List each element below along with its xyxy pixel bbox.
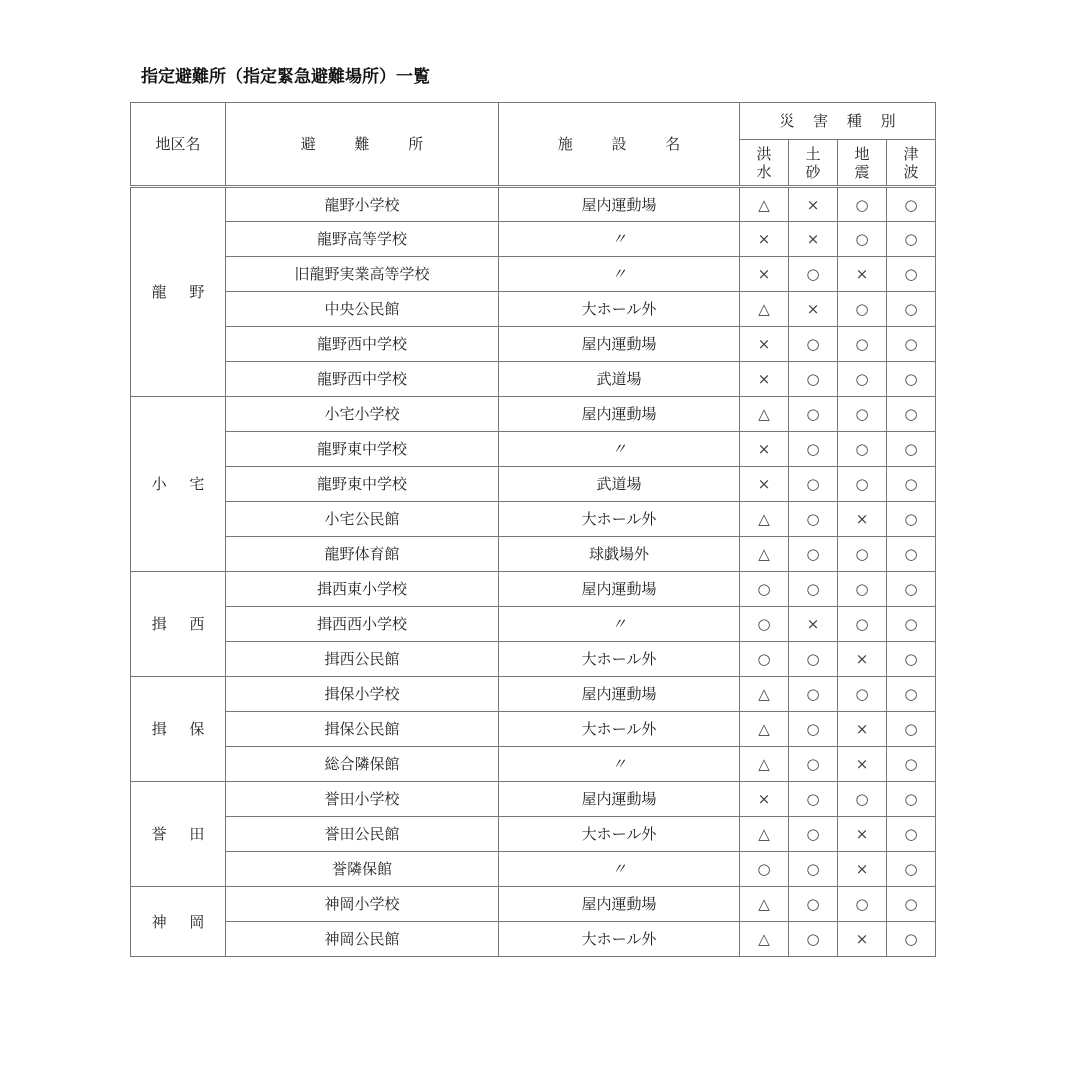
mark-cell-earthquake: ○ bbox=[838, 572, 887, 607]
shelter-name-cell: 龍野東中学校 bbox=[226, 467, 499, 502]
mark-cell-landslide: ○ bbox=[789, 327, 838, 362]
mark-cell-earthquake: ○ bbox=[838, 292, 887, 327]
district-cell: 揖 保 bbox=[131, 677, 226, 782]
mark-cell-earthquake: ○ bbox=[838, 432, 887, 467]
shelter-name-cell: 龍野西中学校 bbox=[226, 327, 499, 362]
table-row bbox=[131, 712, 936, 747]
mark-cell-flood: ○ bbox=[740, 607, 789, 642]
mark-cell-tsunami: ○ bbox=[887, 572, 936, 607]
mark-cell-landslide: ○ bbox=[789, 257, 838, 292]
mark-cell-landslide: × bbox=[789, 292, 838, 327]
district-cell: 神 岡 bbox=[131, 887, 226, 957]
mark-cell-earthquake: × bbox=[838, 712, 887, 747]
table-body bbox=[131, 187, 936, 957]
district-cell: 小 宅 bbox=[131, 397, 226, 572]
mark-cell-flood: × bbox=[740, 222, 789, 257]
mark-cell-flood: △ bbox=[740, 397, 789, 432]
table-row bbox=[131, 292, 936, 327]
district-cell: 誉 田 bbox=[131, 782, 226, 887]
shelter-name-cell: 中央公民館 bbox=[226, 292, 499, 327]
mark-cell-landslide: ○ bbox=[789, 432, 838, 467]
facility-name-cell: 大ホール外 bbox=[499, 922, 740, 957]
mark-cell-earthquake: ○ bbox=[838, 397, 887, 432]
shelter-table bbox=[130, 102, 936, 957]
mark-cell-tsunami: ○ bbox=[887, 607, 936, 642]
header-district: 地区名 bbox=[131, 103, 226, 187]
shelter-name-cell: 揖西公民館 bbox=[226, 642, 499, 677]
shelter-name-cell: 龍野高等学校 bbox=[226, 222, 499, 257]
table-row bbox=[131, 677, 936, 712]
page-title: 指定避難所（指定緊急避難場所）一覧 bbox=[141, 67, 430, 87]
facility-name-cell: 大ホール外 bbox=[499, 712, 740, 747]
mark-cell-landslide: ○ bbox=[789, 747, 838, 782]
mark-cell-tsunami: ○ bbox=[887, 362, 936, 397]
mark-cell-tsunami: ○ bbox=[887, 712, 936, 747]
facility-name-cell: 屋内運動場 bbox=[499, 327, 740, 362]
mark-cell-flood: × bbox=[740, 467, 789, 502]
mark-cell-landslide: ○ bbox=[789, 502, 838, 537]
mark-cell-earthquake: ○ bbox=[838, 607, 887, 642]
mark-cell-landslide: ○ bbox=[789, 572, 838, 607]
mark-cell-landslide: ○ bbox=[789, 642, 838, 677]
facility-name-cell: 〃 bbox=[499, 852, 740, 887]
facility-name-cell: 大ホール外 bbox=[499, 502, 740, 537]
table-row bbox=[131, 257, 936, 292]
mark-cell-earthquake: ○ bbox=[838, 362, 887, 397]
facility-name-cell: 屋内運動場 bbox=[499, 887, 740, 922]
mark-cell-landslide: ○ bbox=[789, 712, 838, 747]
facility-name-cell: 大ホール外 bbox=[499, 817, 740, 852]
mark-cell-flood: △ bbox=[740, 502, 789, 537]
mark-cell-tsunami: ○ bbox=[887, 642, 936, 677]
table-row bbox=[131, 782, 936, 817]
shelter-name-cell: 神岡小学校 bbox=[226, 887, 499, 922]
table-row bbox=[131, 187, 936, 222]
facility-name-cell: 球戯場外 bbox=[499, 537, 740, 572]
mark-cell-tsunami: ○ bbox=[887, 537, 936, 572]
table-row bbox=[131, 397, 936, 432]
mark-cell-earthquake: ○ bbox=[838, 187, 887, 222]
facility-name-cell: 〃 bbox=[499, 222, 740, 257]
facility-name-cell: 〃 bbox=[499, 747, 740, 782]
mark-cell-landslide: ○ bbox=[789, 397, 838, 432]
facility-name-cell: 大ホール外 bbox=[499, 292, 740, 327]
mark-cell-tsunami: ○ bbox=[887, 397, 936, 432]
facility-name-cell: 屋内運動場 bbox=[499, 782, 740, 817]
mark-cell-earthquake: × bbox=[838, 747, 887, 782]
header-type-tsunami bbox=[887, 140, 936, 187]
facility-name-cell: 〃 bbox=[499, 432, 740, 467]
table-row bbox=[131, 502, 936, 537]
mark-cell-earthquake: ○ bbox=[838, 327, 887, 362]
mark-cell-landslide: ○ bbox=[789, 362, 838, 397]
shelter-name-cell: 揖西西小学校 bbox=[226, 607, 499, 642]
district-cell: 揖 西 bbox=[131, 572, 226, 677]
mark-cell-flood: ○ bbox=[740, 642, 789, 677]
header-type-earthquake-line2: 震 bbox=[854, 162, 870, 181]
mark-cell-earthquake: ○ bbox=[838, 782, 887, 817]
header-type-tsunami-line1: 津 bbox=[903, 144, 919, 163]
mark-cell-tsunami: ○ bbox=[887, 222, 936, 257]
mark-cell-flood: × bbox=[740, 327, 789, 362]
header-type-flood-line2: 水 bbox=[756, 162, 772, 181]
mark-cell-earthquake: ○ bbox=[838, 537, 887, 572]
mark-cell-tsunami: ○ bbox=[887, 502, 936, 537]
header-type-landslide bbox=[789, 140, 838, 187]
shelter-name-cell: 龍野東中学校 bbox=[226, 432, 499, 467]
mark-cell-flood: △ bbox=[740, 292, 789, 327]
header-type-earthquake-line1: 地 bbox=[854, 144, 870, 163]
mark-cell-landslide: ○ bbox=[789, 922, 838, 957]
mark-cell-tsunami: ○ bbox=[887, 817, 936, 852]
mark-cell-earthquake: × bbox=[838, 922, 887, 957]
table-row bbox=[131, 852, 936, 887]
mark-cell-tsunami: ○ bbox=[887, 187, 936, 222]
shelter-name-cell: 龍野体育館 bbox=[226, 537, 499, 572]
mark-cell-flood: △ bbox=[740, 537, 789, 572]
mark-cell-earthquake: ○ bbox=[838, 467, 887, 502]
facility-name-cell: 〃 bbox=[499, 607, 740, 642]
facility-name-cell: 〃 bbox=[499, 257, 740, 292]
header-shelter: 避 難 所 bbox=[226, 103, 499, 187]
header-type-tsunami-line2: 波 bbox=[903, 162, 919, 181]
mark-cell-flood: △ bbox=[740, 712, 789, 747]
mark-cell-flood: ○ bbox=[740, 572, 789, 607]
shelter-name-cell: 誉田公民館 bbox=[226, 817, 499, 852]
facility-name-cell: 大ホール外 bbox=[499, 642, 740, 677]
mark-cell-tsunami: ○ bbox=[887, 467, 936, 502]
shelter-name-cell: 龍野西中学校 bbox=[226, 362, 499, 397]
mark-cell-flood: × bbox=[740, 432, 789, 467]
shelter-name-cell: 総合隣保館 bbox=[226, 747, 499, 782]
header-type-landslide-line2: 砂 bbox=[805, 162, 821, 181]
header-type-flood-line1: 洪 bbox=[756, 144, 772, 163]
table-row bbox=[131, 607, 936, 642]
shelter-name-cell: 小宅公民館 bbox=[226, 502, 499, 537]
mark-cell-landslide: ○ bbox=[789, 677, 838, 712]
mark-cell-landslide: ○ bbox=[789, 537, 838, 572]
facility-name-cell: 屋内運動場 bbox=[499, 397, 740, 432]
mark-cell-flood: × bbox=[740, 362, 789, 397]
mark-cell-tsunami: ○ bbox=[887, 432, 936, 467]
mark-cell-earthquake: ○ bbox=[838, 887, 887, 922]
table-row bbox=[131, 537, 936, 572]
mark-cell-earthquake: × bbox=[838, 852, 887, 887]
shelter-name-cell: 誉隣保館 bbox=[226, 852, 499, 887]
mark-cell-flood: × bbox=[740, 782, 789, 817]
mark-cell-tsunami: ○ bbox=[887, 327, 936, 362]
table-row bbox=[131, 817, 936, 852]
mark-cell-tsunami: ○ bbox=[887, 257, 936, 292]
mark-cell-landslide: × bbox=[789, 607, 838, 642]
header-disaster-types: 災 害 種 別 bbox=[740, 103, 936, 140]
shelter-name-cell: 揖保小学校 bbox=[226, 677, 499, 712]
mark-cell-flood: △ bbox=[740, 887, 789, 922]
mark-cell-flood: × bbox=[740, 257, 789, 292]
mark-cell-flood: △ bbox=[740, 817, 789, 852]
mark-cell-flood: △ bbox=[740, 187, 789, 222]
mark-cell-flood: △ bbox=[740, 922, 789, 957]
table-row bbox=[131, 887, 936, 922]
table-row bbox=[131, 642, 936, 677]
mark-cell-landslide: ○ bbox=[789, 467, 838, 502]
header-type-earthquake bbox=[838, 140, 887, 187]
district-cell: 龍 野 bbox=[131, 187, 226, 397]
table-row bbox=[131, 222, 936, 257]
header-type-landslide-line1: 土 bbox=[805, 144, 821, 163]
mark-cell-earthquake: ○ bbox=[838, 677, 887, 712]
table-row bbox=[131, 747, 936, 782]
shelter-name-cell: 旧龍野実業高等学校 bbox=[226, 257, 499, 292]
mark-cell-earthquake: × bbox=[838, 257, 887, 292]
mark-cell-landslide: × bbox=[789, 222, 838, 257]
mark-cell-earthquake: × bbox=[838, 817, 887, 852]
mark-cell-landslide: ○ bbox=[789, 887, 838, 922]
mark-cell-flood: △ bbox=[740, 747, 789, 782]
mark-cell-flood: △ bbox=[740, 677, 789, 712]
facility-name-cell: 武道場 bbox=[499, 467, 740, 502]
shelter-name-cell: 龍野小学校 bbox=[226, 187, 499, 222]
mark-cell-flood: ○ bbox=[740, 852, 789, 887]
mark-cell-earthquake: × bbox=[838, 502, 887, 537]
table-row bbox=[131, 362, 936, 397]
mark-cell-landslide: ○ bbox=[789, 817, 838, 852]
table-row bbox=[131, 922, 936, 957]
mark-cell-tsunami: ○ bbox=[887, 292, 936, 327]
shelter-name-cell: 揖西東小学校 bbox=[226, 572, 499, 607]
facility-name-cell: 屋内運動場 bbox=[499, 572, 740, 607]
header-facility: 施 設 名 bbox=[499, 103, 740, 187]
mark-cell-tsunami: ○ bbox=[887, 782, 936, 817]
header-type-flood bbox=[740, 140, 789, 187]
mark-cell-landslide: ○ bbox=[789, 782, 838, 817]
shelter-name-cell: 揖保公民館 bbox=[226, 712, 499, 747]
mark-cell-tsunami: ○ bbox=[887, 922, 936, 957]
mark-cell-tsunami: ○ bbox=[887, 747, 936, 782]
facility-name-cell: 屋内運動場 bbox=[499, 187, 740, 222]
shelter-name-cell: 誉田小学校 bbox=[226, 782, 499, 817]
mark-cell-landslide: × bbox=[789, 187, 838, 222]
mark-cell-tsunami: ○ bbox=[887, 852, 936, 887]
mark-cell-landslide: ○ bbox=[789, 852, 838, 887]
table-row bbox=[131, 327, 936, 362]
mark-cell-earthquake: × bbox=[838, 642, 887, 677]
mark-cell-tsunami: ○ bbox=[887, 887, 936, 922]
table-row bbox=[131, 467, 936, 502]
mark-cell-earthquake: ○ bbox=[838, 222, 887, 257]
mark-cell-tsunami: ○ bbox=[887, 677, 936, 712]
shelter-name-cell: 小宅小学校 bbox=[226, 397, 499, 432]
facility-name-cell: 屋内運動場 bbox=[499, 677, 740, 712]
facility-name-cell: 武道場 bbox=[499, 362, 740, 397]
table-row bbox=[131, 432, 936, 467]
table-row bbox=[131, 572, 936, 607]
shelter-name-cell: 神岡公民館 bbox=[226, 922, 499, 957]
